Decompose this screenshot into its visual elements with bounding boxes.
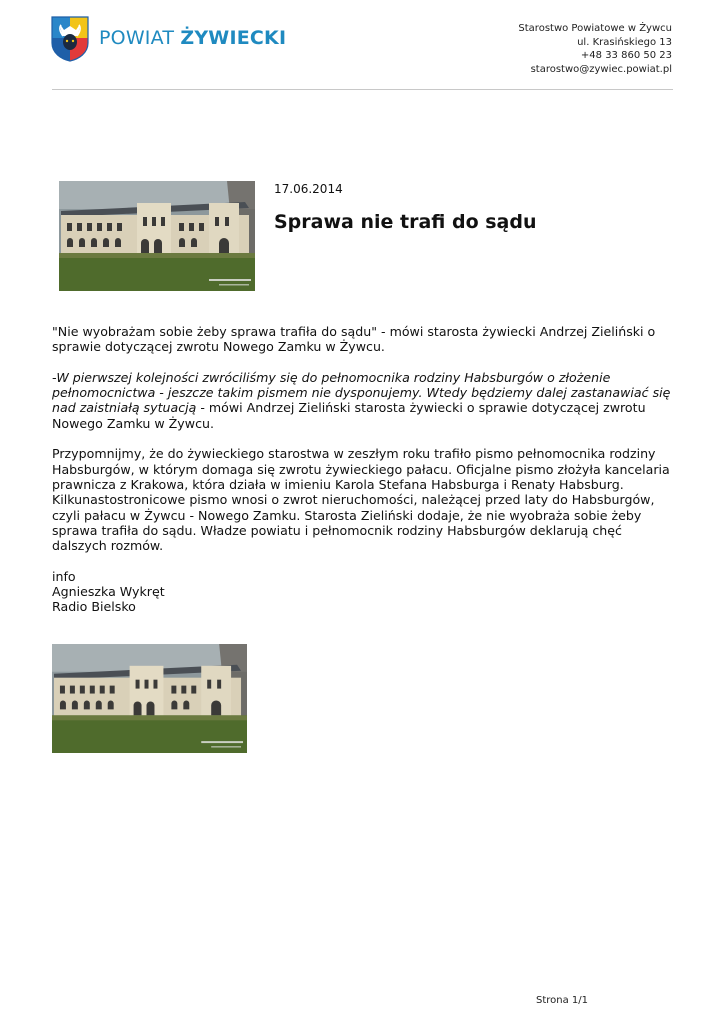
signature-line-1: info bbox=[52, 568, 76, 584]
crest-icon bbox=[51, 16, 89, 62]
paragraph-2-rest: - mówi Andrzej Zieliński starosta żywiecki o sprawie dotyczącej zwrotu Nowego Zamku w Żywcu. bbox=[52, 400, 646, 431]
quote-italic: -W pierwszej kolejności zwróciliśmy się do pełnomocnika rodziny Habsburgów o złożenie pełnomocnictwa - jeszcze takim pismem nie dysponujemy. Wtedy będziemy dalej zastanawiać się nad zaistniałą sytuacją bbox=[52, 369, 671, 416]
contact-phone: +48 33 860 50 23 bbox=[580, 50, 672, 61]
contact-name: Starostwo Powiatowe w Żywcu bbox=[518, 23, 672, 34]
signature-author: Agnieszka Wykręt bbox=[52, 584, 165, 600]
article-date: 17.06.2014 bbox=[274, 182, 343, 196]
contact-email[interactable]: starostwo@zywiec.powiat.pl bbox=[530, 63, 672, 75]
site-logo[interactable] bbox=[51, 16, 286, 62]
signature bbox=[52, 569, 677, 615]
palace-photo-image bbox=[52, 644, 247, 753]
paragraph-2 bbox=[52, 370, 677, 431]
article-gallery-image[interactable] bbox=[52, 644, 247, 753]
contact-info bbox=[518, 22, 672, 76]
palace-photo-image bbox=[59, 181, 255, 291]
logo-text bbox=[99, 27, 286, 49]
paragraph-1: "Nie wyobrażam sobie żeby sprawa trafiła do sądu" - mówi starosta żywiecki Andrzej Zieliński o sprawie dotyczącej zwrotu Nowego Zamku w Żywcu. bbox=[52, 324, 656, 355]
article-body bbox=[52, 324, 677, 615]
signature-source: Radio Bielsko bbox=[52, 599, 136, 615]
logo-text-regular: POWIAT bbox=[99, 27, 181, 49]
contact-street: ul. Krasińskiego 13 bbox=[577, 36, 672, 48]
article-thumbnail[interactable] bbox=[59, 181, 255, 291]
paragraph-3: Przypomnijmy, że do żywieckiego starostwa w zeszłym roku trafiło pismo pełnomocnika rodziny Habsburgów, w którym domaga się zwrotu żywieckiego pałacu. Oficjalne pismo złożyła kancelaria prawnicza z Krakowa, która działa w imieniu Karola Stefana Habsburga i Renaty Habsburg. Kilkunastostronicowe pismo wnosi o zwrot nieruchomości, należącej przed laty do Habsburgów, czyli pałacu w Żywcu - Nowego Zamku. Starosta Zieliński dodaje, że nie wyobraża sobie żeby sprawa trafiła do sądu. Władze powiatu i pełnomocnik rodziny Habsburgów deklarują chęć dalszych rozmów. bbox=[52, 446, 670, 554]
page-number: Strona 1/1 bbox=[535, 995, 588, 1006]
header-divider bbox=[52, 89, 673, 90]
logo-text-bold: ŻYWIECKI bbox=[180, 27, 287, 49]
article-title: Sprawa nie trafi do sądu bbox=[274, 211, 537, 233]
